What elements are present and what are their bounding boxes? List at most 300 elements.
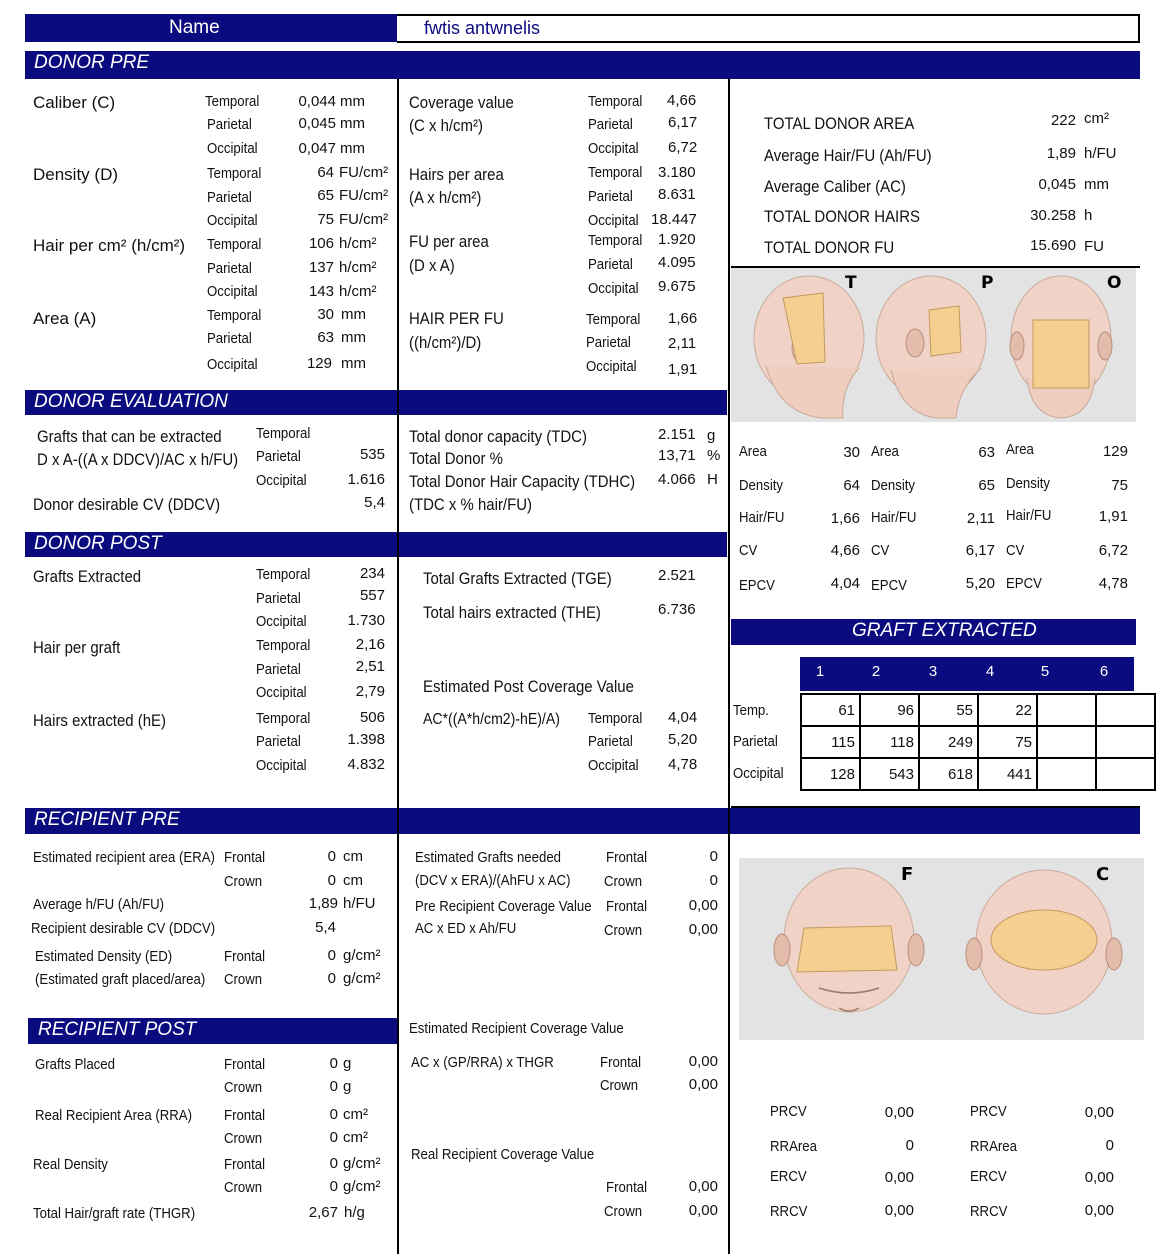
zone-label: Frontal bbox=[224, 1056, 266, 1073]
zone-label: Crown bbox=[224, 873, 263, 890]
value: 137 bbox=[308, 259, 334, 276]
zone-label: Occipital bbox=[256, 757, 307, 774]
summary-label: Area bbox=[1006, 441, 1034, 458]
zone-label: Occipital bbox=[586, 358, 637, 375]
zone-label: Crown bbox=[224, 1179, 263, 1196]
summary-label: Density bbox=[871, 477, 916, 494]
hair-per-fu-formula: ((h/cm²)/D) bbox=[409, 333, 482, 352]
donor-heads-illustration bbox=[731, 268, 1136, 422]
grafts-extractable-label: Grafts that can be extracted bbox=[37, 427, 222, 446]
epcv-formula: AC*((A*h/cm2)-hE)/A) bbox=[423, 711, 560, 728]
graft-cell[interactable]: 96 bbox=[860, 694, 919, 726]
donor-post-header: DONOR POST bbox=[25, 532, 727, 557]
graft-cell[interactable]: 128 bbox=[801, 758, 860, 790]
value: 4.095 bbox=[658, 254, 696, 271]
value: 0 bbox=[327, 848, 336, 865]
thgr-value: 2,67 bbox=[308, 1204, 338, 1221]
frontal-head-letter: F bbox=[901, 864, 914, 885]
graft-cell[interactable]: 22 bbox=[978, 694, 1037, 726]
graft-row-label: Temp. bbox=[733, 702, 769, 719]
graft-row-label: Parietal bbox=[733, 733, 778, 750]
graft-cell[interactable]: 61 bbox=[801, 694, 860, 726]
zone-label: Parietal bbox=[207, 330, 252, 347]
unit: mm bbox=[341, 306, 366, 323]
zone-label: Occipital bbox=[256, 472, 307, 489]
zone-label: Crown bbox=[224, 1130, 263, 1147]
graft-col-header: 6 bbox=[1099, 663, 1109, 680]
rrcv-label: Real Recipient Coverage Value bbox=[411, 1146, 595, 1163]
ahfu-value: 1,89 bbox=[308, 895, 338, 912]
summary-label: CV bbox=[1006, 542, 1025, 559]
zone-label: Crown bbox=[604, 873, 643, 890]
value: 64 bbox=[843, 477, 860, 494]
total-donor-fu-value: 15.690 bbox=[1030, 237, 1076, 254]
value: 1,66 bbox=[668, 310, 698, 327]
egn-formula: (DCV x ERA)/(AhFU x AC) bbox=[415, 872, 571, 889]
grafts-extractable-formula: D x A-((A x DDCV)/AC x h/FU) bbox=[37, 450, 239, 469]
the-value: 6.736 bbox=[658, 601, 696, 618]
summary-label: CV bbox=[739, 542, 758, 559]
total-donor-hairs-value: 30.258 bbox=[1030, 207, 1076, 224]
total-donor-fu-label: TOTAL DONOR FU bbox=[764, 238, 895, 257]
table-row bbox=[801, 726, 1155, 758]
graft-cell[interactable]: 441 bbox=[978, 758, 1037, 790]
graft-col-header: 3 bbox=[928, 663, 938, 680]
hair-per-graft-label: Hair per graft bbox=[33, 638, 121, 657]
graft-col-header: 5 bbox=[1040, 663, 1050, 680]
tdhc-value: 4.066 bbox=[658, 471, 696, 488]
summary-label: Hair/FU bbox=[1006, 507, 1052, 524]
value: 0 bbox=[709, 872, 718, 889]
unit: mm bbox=[340, 115, 365, 132]
zone-label: Frontal bbox=[606, 849, 648, 866]
ercv-label: Estimated Recipient Coverage Value bbox=[409, 1020, 624, 1037]
unit: h/cm² bbox=[339, 283, 377, 300]
table-row bbox=[801, 694, 1155, 726]
unit: h/g bbox=[344, 1204, 365, 1221]
unit: H bbox=[707, 471, 718, 488]
zone-label: Parietal bbox=[588, 188, 633, 205]
zone-label: Occipital bbox=[588, 212, 639, 229]
value: 0 bbox=[329, 1178, 338, 1195]
zone-label: Parietal bbox=[256, 661, 301, 678]
zone-label: Parietal bbox=[207, 189, 252, 206]
value: 0 bbox=[327, 872, 336, 889]
value: 0,00 bbox=[688, 1178, 718, 1195]
value: 4,04 bbox=[668, 709, 698, 726]
value: 2,79 bbox=[355, 683, 385, 700]
unit: h/cm² bbox=[339, 235, 377, 252]
graft-row-label: Occipital bbox=[733, 765, 784, 782]
era-label: Estimated recipient area (ERA) bbox=[33, 849, 215, 866]
unit: g/cm² bbox=[343, 1155, 381, 1172]
avg-caliber-value: 0,045 bbox=[1038, 176, 1076, 193]
zone-label: Temporal bbox=[256, 566, 311, 583]
tdc-value: 2.151 bbox=[658, 426, 696, 443]
zone-label: Parietal bbox=[256, 733, 301, 750]
grafts-extracted-label: Grafts Extracted bbox=[33, 567, 142, 586]
zone-label: Temporal bbox=[588, 232, 643, 249]
fu-per-area-label: FU per area bbox=[409, 232, 489, 251]
name-label: Name bbox=[169, 17, 220, 38]
rra-label: Real Recipient Area (RRA) bbox=[35, 1107, 192, 1124]
zone-label: Temporal bbox=[588, 93, 643, 110]
zone-label: Parietal bbox=[256, 590, 301, 607]
value: 30 bbox=[843, 444, 860, 461]
zone-label: Parietal bbox=[586, 334, 631, 351]
value: 0,045 bbox=[298, 115, 336, 132]
tdc-label: Total donor capacity (TDC) bbox=[409, 427, 587, 446]
hairs-per-area-label: Hairs per area bbox=[409, 165, 504, 184]
crown-head-letter: C bbox=[1096, 864, 1110, 885]
value: 75 bbox=[1111, 477, 1128, 494]
value: 0 bbox=[327, 970, 336, 987]
unit: h/cm² bbox=[339, 259, 377, 276]
crown-head-icon bbox=[966, 870, 1122, 1014]
value: 30 bbox=[317, 306, 334, 323]
value: 75 bbox=[317, 211, 334, 228]
value: 1.920 bbox=[658, 231, 696, 248]
zone-label: Frontal bbox=[600, 1054, 642, 1071]
unit: % bbox=[707, 447, 721, 464]
graft-table-header bbox=[800, 657, 1134, 691]
unit: g bbox=[343, 1078, 352, 1095]
the-label: Total hairs extracted (THE) bbox=[423, 603, 601, 622]
thgr-label: Total Hair/graft rate (THGR) bbox=[33, 1205, 196, 1222]
tdhc-formula: (TDC x % hair/FU) bbox=[409, 495, 533, 514]
value: 106 bbox=[308, 235, 334, 252]
egn-label: Estimated Grafts needed bbox=[415, 849, 562, 866]
unit: g bbox=[707, 427, 716, 444]
total-donor-area-label: TOTAL DONOR AREA bbox=[764, 114, 915, 133]
value: 0 bbox=[329, 1078, 338, 1095]
hair-per-cm2-label: Hair per cm² (h/cm²) bbox=[33, 236, 186, 255]
graft-cell[interactable] bbox=[1037, 758, 1096, 790]
zone-label: Parietal bbox=[207, 260, 252, 277]
zone-label: Occipital bbox=[207, 212, 258, 229]
summary-label: RRCV bbox=[770, 1203, 808, 1220]
occipital-head-letter: O bbox=[1107, 273, 1122, 293]
summary-label: EPCV bbox=[1006, 575, 1042, 592]
summary-label: Hair/FU bbox=[739, 509, 785, 526]
unit: mm bbox=[341, 329, 366, 346]
value: 2,51 bbox=[355, 658, 385, 675]
zone-label: Occipital bbox=[588, 757, 639, 774]
value: 0 bbox=[329, 1129, 338, 1146]
zone-label: Crown bbox=[224, 971, 263, 988]
summary-label: RRArea bbox=[770, 1138, 817, 1155]
density-label: Density (D) bbox=[33, 165, 119, 184]
ddcv-label: Donor desirable CV (DDCV) bbox=[33, 495, 221, 514]
recipient-heads-illustration bbox=[739, 858, 1144, 1040]
unit: h/FU bbox=[343, 895, 376, 912]
zone-label: Temporal bbox=[207, 307, 262, 324]
graft-cell[interactable]: 115 bbox=[801, 726, 860, 758]
rdcv-label: Recipient desirable CV (DDCV) bbox=[31, 920, 216, 937]
graft-cell[interactable]: 249 bbox=[919, 726, 978, 758]
summary-label: Hair/FU bbox=[871, 509, 917, 526]
value: 18.447 bbox=[651, 211, 697, 228]
summary-label: Density bbox=[1006, 475, 1051, 492]
name-value: fwtis antwnelis bbox=[424, 18, 541, 38]
table-row bbox=[801, 758, 1155, 790]
divider bbox=[728, 79, 730, 1254]
unit: cm² bbox=[343, 1129, 368, 1146]
value: 0,00 bbox=[688, 921, 718, 938]
value: 4.832 bbox=[347, 756, 385, 773]
value: 6,17 bbox=[668, 114, 698, 131]
summary-label: RRArea bbox=[970, 1138, 1017, 1155]
occipital-head-icon bbox=[1010, 276, 1112, 418]
value: 129 bbox=[1102, 443, 1128, 460]
zone-label: Occipital bbox=[256, 684, 307, 701]
value: 4,04 bbox=[830, 575, 860, 592]
summary-label: ERCV bbox=[770, 1168, 807, 1185]
td-percent-value: 13,71 bbox=[658, 447, 696, 464]
value: 0,00 bbox=[884, 1169, 914, 1186]
caliber-label: Caliber (C) bbox=[33, 93, 116, 112]
unit: mm bbox=[340, 93, 365, 110]
unit: mm bbox=[1084, 176, 1109, 193]
value: 1,66 bbox=[830, 510, 860, 527]
zone-label: Frontal bbox=[224, 1107, 266, 1124]
value: 0 bbox=[905, 1137, 914, 1154]
real-density-label: Real Density bbox=[33, 1156, 108, 1173]
recipient-pre-header: RECIPIENT PRE bbox=[25, 808, 1140, 834]
graft-extracted-header: GRAFT EXTRACTED bbox=[731, 619, 1136, 645]
donor-evaluation-header: DONOR EVALUATION bbox=[25, 390, 727, 415]
unit: cm bbox=[343, 872, 363, 889]
value: 0 bbox=[709, 848, 718, 865]
value: 4,66 bbox=[830, 542, 860, 559]
value: 0,00 bbox=[1084, 1169, 1114, 1186]
zone-label: Crown bbox=[224, 1079, 263, 1096]
value: 8.631 bbox=[658, 186, 696, 203]
unit: g/cm² bbox=[343, 970, 381, 987]
avg-hair-fu-value: 1,89 bbox=[1046, 145, 1076, 162]
value: 2,11 bbox=[668, 335, 697, 352]
hairs-extracted-label: Hairs extracted (hE) bbox=[33, 711, 167, 730]
value: 234 bbox=[359, 565, 385, 582]
value: 9.675 bbox=[658, 278, 696, 295]
zone-label: Crown bbox=[604, 1203, 643, 1220]
ed-formula: (Estimated graft placed/area) bbox=[35, 971, 206, 988]
value: 0,00 bbox=[688, 897, 718, 914]
zone-label: Temporal bbox=[207, 236, 262, 253]
zone-label: Crown bbox=[600, 1077, 639, 1094]
zone-label: Occipital bbox=[588, 280, 639, 297]
prcv-label: Pre Recipient Coverage Value bbox=[415, 898, 592, 915]
graft-cell[interactable] bbox=[1096, 758, 1155, 790]
value: 4,78 bbox=[1098, 575, 1128, 592]
value: 0 bbox=[1105, 1137, 1114, 1154]
graft-col-header: 2 bbox=[871, 663, 881, 680]
hairs-per-area-formula: (A x h/cm²) bbox=[409, 188, 482, 207]
unit: FU/cm² bbox=[339, 164, 389, 181]
value: 0,00 bbox=[688, 1053, 718, 1070]
zone-label: Occipital bbox=[207, 283, 258, 300]
zone-label: Parietal bbox=[588, 733, 633, 750]
zone-label: Occipital bbox=[256, 613, 307, 630]
avg-caliber-label: Average Caliber (AC) bbox=[764, 177, 906, 196]
summary-label: CV bbox=[871, 542, 890, 559]
value: 5,20 bbox=[668, 731, 698, 748]
graft-cell[interactable]: 118 bbox=[860, 726, 919, 758]
graft-cell[interactable] bbox=[1037, 694, 1096, 726]
value: 1.398 bbox=[347, 731, 385, 748]
grafts-placed-label: Grafts Placed bbox=[35, 1056, 115, 1073]
zone-label: Temporal bbox=[256, 710, 311, 727]
graft-cell[interactable]: 543 bbox=[860, 758, 919, 790]
value: 5,20 bbox=[965, 575, 995, 592]
unit: mm bbox=[341, 355, 366, 372]
value: 64 bbox=[317, 164, 334, 181]
value: 3.180 bbox=[658, 164, 696, 181]
zone-label: Parietal bbox=[256, 448, 301, 465]
zone-label: Parietal bbox=[588, 116, 633, 133]
unit: mm bbox=[340, 140, 365, 157]
value: 0,00 bbox=[688, 1202, 718, 1219]
prcv-formula: AC x ED x Ah/FU bbox=[415, 920, 517, 937]
value: 557 bbox=[359, 587, 385, 604]
value: 63 bbox=[317, 329, 334, 346]
recipient-post-header: RECIPIENT POST bbox=[28, 1018, 397, 1044]
unit: FU bbox=[1084, 238, 1104, 255]
zone-label: Frontal bbox=[224, 849, 266, 866]
unit: g/cm² bbox=[343, 1178, 381, 1195]
summary-label: RRCV bbox=[970, 1203, 1008, 1220]
zone-label: Occipital bbox=[588, 140, 639, 157]
coverage-formula: (C x h/cm²) bbox=[409, 116, 483, 135]
value: 0 bbox=[327, 947, 336, 964]
value: 0 bbox=[329, 1055, 338, 1072]
tge-value: 2.521 bbox=[658, 567, 696, 584]
total-donor-area-value: 222 bbox=[1050, 112, 1076, 129]
avg-hair-fu-label: Average Hair/FU (Ah/FU) bbox=[764, 146, 932, 165]
value: 4,66 bbox=[667, 92, 697, 109]
graft-col-header: 4 bbox=[985, 663, 995, 680]
value: 2,11 bbox=[966, 510, 995, 527]
value: 143 bbox=[308, 283, 334, 300]
zone-label: Temporal bbox=[588, 164, 643, 181]
value: 0,00 bbox=[1084, 1104, 1114, 1121]
zone-label: Frontal bbox=[224, 1156, 266, 1173]
divider bbox=[397, 79, 399, 1254]
graft-cell[interactable] bbox=[1096, 726, 1155, 758]
value: 0,00 bbox=[884, 1104, 914, 1121]
value: 535 bbox=[359, 446, 385, 463]
value: 0,044 bbox=[298, 93, 336, 110]
epcv-label: Estimated Post Coverage Value bbox=[423, 677, 634, 696]
unit: g bbox=[343, 1055, 352, 1072]
summary-label: PRCV bbox=[970, 1103, 1007, 1120]
fu-per-area-formula: (D x A) bbox=[409, 256, 455, 275]
value: 6,17 bbox=[965, 542, 995, 559]
rdcv-value: 5,4 bbox=[315, 919, 336, 936]
temporal-head-icon bbox=[754, 276, 864, 418]
donor-pre-header: DONOR PRE bbox=[25, 51, 1140, 79]
value: 63 bbox=[978, 444, 995, 461]
zone-label: Temporal bbox=[256, 425, 311, 442]
unit: g/cm² bbox=[343, 947, 381, 964]
value: 65 bbox=[978, 477, 995, 494]
unit: FU/cm² bbox=[339, 187, 389, 204]
value: 0,00 bbox=[688, 1076, 718, 1093]
value: 6,72 bbox=[1098, 542, 1128, 559]
value: 0,047 bbox=[298, 140, 336, 157]
zone-label: Temporal bbox=[256, 637, 311, 654]
ercv-formula: AC x (GP/RRA) x THGR bbox=[411, 1054, 554, 1071]
graft-cell[interactable] bbox=[1037, 726, 1096, 758]
ed-label: Estimated Density (ED) bbox=[35, 948, 173, 965]
zone-label: Parietal bbox=[207, 116, 252, 133]
summary-label: EPCV bbox=[739, 577, 775, 594]
summary-label: Area bbox=[871, 443, 899, 460]
unit: h/FU bbox=[1084, 145, 1117, 162]
temporal-head-letter: T bbox=[845, 273, 857, 293]
value: 0,00 bbox=[884, 1202, 914, 1219]
value: 1.730 bbox=[347, 612, 385, 629]
graft-cell[interactable]: 618 bbox=[919, 758, 978, 790]
ddcv-value: 5,4 bbox=[364, 494, 385, 511]
zone-label: Parietal bbox=[588, 256, 633, 273]
unit: cm bbox=[343, 848, 363, 865]
value: 1,91 bbox=[1098, 508, 1128, 525]
graft-cell[interactable] bbox=[1096, 694, 1155, 726]
value: 65 bbox=[317, 187, 334, 204]
graft-cell[interactable]: 75 bbox=[978, 726, 1037, 758]
parietal-head-letter: P bbox=[981, 273, 994, 293]
value: 0 bbox=[329, 1106, 338, 1123]
summary-label: EPCV bbox=[871, 577, 907, 594]
unit: h bbox=[1084, 207, 1093, 224]
zone-label: Temporal bbox=[586, 311, 641, 328]
tdhc-label: Total Donor Hair Capacity (TDHC) bbox=[409, 472, 636, 491]
summary-label: PRCV bbox=[770, 1103, 807, 1120]
divider bbox=[731, 806, 1140, 808]
zone-label: Occipital bbox=[207, 356, 258, 373]
value: 2,16 bbox=[355, 636, 385, 653]
value: 506 bbox=[359, 709, 385, 726]
value: 1,91 bbox=[668, 361, 698, 378]
td-percent-label: Total Donor % bbox=[409, 449, 503, 468]
donor-heads-panel bbox=[731, 268, 1136, 422]
unit: cm² bbox=[1084, 110, 1109, 127]
total-donor-hairs-label: TOTAL DONOR HAIRS bbox=[764, 207, 920, 226]
graft-col-header: 1 bbox=[815, 663, 825, 680]
frontal-head-icon bbox=[774, 868, 924, 1012]
zone-label: Frontal bbox=[606, 1179, 648, 1196]
graft-cell[interactable]: 55 bbox=[919, 694, 978, 726]
value: 6,72 bbox=[668, 139, 698, 156]
ahfu-label: Average h/FU (Ah/FU) bbox=[33, 896, 165, 913]
zone-label: Occipital bbox=[207, 140, 258, 157]
recipient-heads-panel bbox=[739, 858, 1144, 1040]
tge-label: Total Grafts Extracted (TGE) bbox=[423, 569, 612, 588]
zone-label: Temporal bbox=[588, 710, 643, 727]
parietal-head-icon bbox=[876, 276, 986, 418]
zone-label: Temporal bbox=[205, 93, 260, 110]
zone-label: Frontal bbox=[606, 898, 648, 915]
graft-extracted-table bbox=[800, 693, 1156, 791]
value: 1.616 bbox=[347, 471, 385, 488]
zone-label: Temporal bbox=[207, 165, 262, 182]
summary-label: Density bbox=[739, 477, 784, 494]
area-label: Area (A) bbox=[33, 309, 97, 328]
value: 0,00 bbox=[1084, 1202, 1114, 1219]
value: 4,78 bbox=[668, 756, 698, 773]
zone-label: Frontal bbox=[224, 948, 266, 965]
